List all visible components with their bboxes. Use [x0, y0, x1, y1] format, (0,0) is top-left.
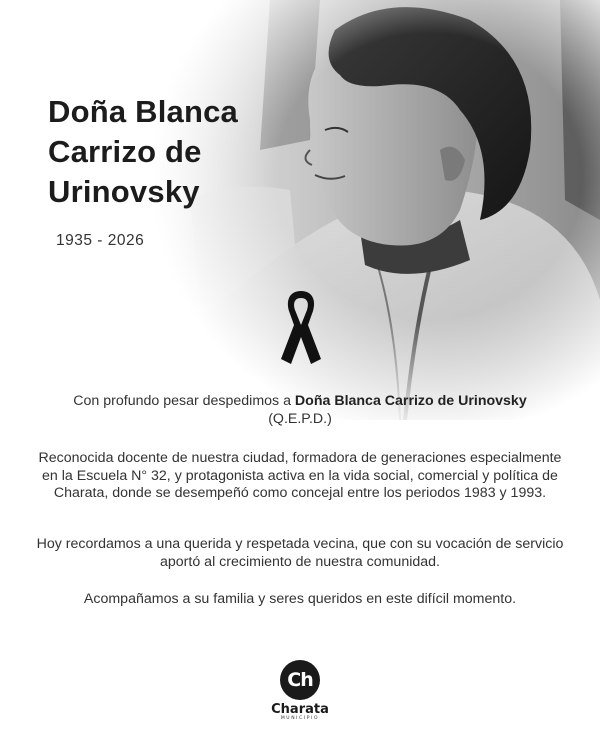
qepd-text: (Q.E.P.D.) [268, 410, 332, 427]
logo-circle-icon [280, 660, 320, 700]
logo-monogram: Ch [287, 669, 313, 691]
name-line-3: Urinovsky [48, 174, 200, 209]
farewell-paragraph [30, 393, 570, 428]
remembrance-paragraph: Hoy recordamos a una querida y respetada vecina, que con su vocación de servicio aportó al crecimiento de nuestra comunidad. [36, 536, 564, 570]
condolence-paragraph: Acompañamos a su familia y seres queridos en este difícil momento. [83, 591, 517, 607]
farewell-name: Doña Blanca Carrizo de Urinovsky [294, 393, 527, 409]
logo-subtitle: MUNICIPIO [280, 716, 320, 721]
deceased-name [48, 92, 238, 212]
mourning-ribbon-icon [277, 287, 325, 367]
farewell-text: Con profundo pesar despedimos a [73, 393, 295, 409]
biography-paragraph: Reconocida docente de nuestra ciudad, formadora de generaciones especialmente en la Escuela N° 32, y protagonista activa en la vida social, comercial y política de Charata, donde se desempeñó como concejal entre los periodos 1983 y 1993. [38, 450, 562, 501]
name-line-2: Carrizo de [48, 134, 202, 169]
logo-name: Charata [271, 702, 329, 717]
charata-logo [262, 660, 338, 721]
life-years: 1935 - 2026 [56, 232, 145, 249]
name-line-1: Doña Blanca [48, 94, 238, 129]
